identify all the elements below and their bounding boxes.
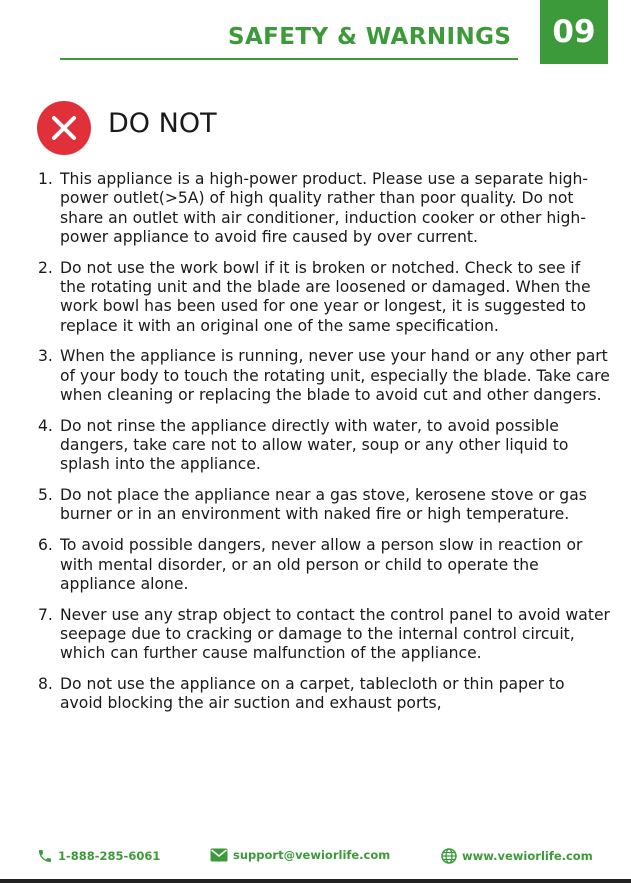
list-item-text: When the appliance is running, never use your hand or any other part of your body to touch the rotating unit, especially the blade. Take care when cleaning or replacing the blade to avoid cut and other dangers. [60, 347, 610, 404]
list-item-text: Do not use the appliance on a carpet, tablecloth or thin paper to avoid blocking the air suction and exhaust ports, [60, 675, 565, 713]
list-item: 7. Never use any strap object to contact the control panel to avoid water seepage due to cracking or damage to the internal control circuit, which can further cause malfunction of the appliance. [38, 605, 610, 663]
footer-phone[interactable] [37, 848, 160, 864]
email-address: support@vewiorlife.com [233, 848, 391, 862]
list-item: 4. Do not rinse the appliance directly with water, to avoid possible dangers, take care not to allow water, soup or any other liquid to splash into the appliance. [38, 416, 569, 474]
phone-number: 1-888-285-6061 [58, 849, 161, 863]
list-item: 5. Do not place the appliance near a gas stove, kerosene stove or gas burner or in an environment with naked fire or high temperature. [38, 486, 587, 524]
header-divider [60, 58, 518, 60]
globe-icon [441, 848, 457, 864]
section-title: DO NOT [108, 108, 217, 139]
list-item-text: To avoid possible dangers, never allow a person slow in reaction or with mental disorder, or an old person or child to operate the appliance alone. [60, 536, 583, 593]
footer-email[interactable] [210, 848, 390, 862]
list-item-text: Do not use the work bowl if it is broken or notched. Check to see if the rotating unit and the blade are loosened or damaged. When the work bowl has been used for one year or longest, it is suggested to replace it with an original one of the same specification. [60, 258, 591, 335]
list-item-text: Do not place the appliance near a gas stove, kerosene stove or gas burner or in an environment with naked fire or high temperature. [60, 486, 587, 524]
website-url: www.vewiorlife.com [462, 849, 593, 863]
header-title: SAFETY & WARNINGS [228, 24, 512, 50]
x-circle-icon [37, 101, 91, 155]
phone-icon [37, 848, 53, 864]
list-item: 8. Do not use the appliance on a carpet, tablecloth or thin paper to avoid blocking the air suction and exhaust ports, [38, 675, 565, 713]
page-footer [0, 846, 631, 868]
bottom-divider [0, 879, 631, 883]
list-item: 1. This appliance is a high-power product. Please use a separate high-power outlet(>5A) of high quality rather than poor quality. Do not share an outlet with air conditioner, induction cooker or other high-power appliance to avoid fire caused by over current. [38, 170, 589, 246]
list-item: 2. Do not use the work bowl if it is broken or notched. Check to see if the rotating unit and the blade are loosened or damaged. When the work bowl has been used for one year or longest, it is suggested to replace it with an original one of the same specification. [38, 258, 591, 335]
list-item-text: Never use any strap object to contact the control panel to avoid water seepage due to cracking or damage to the internal control circuit, which can further cause malfunction of the appliance. [60, 605, 610, 663]
footer-website[interactable] [441, 848, 593, 864]
list-item-text: Do not rinse the appliance directly with water, to avoid possible dangers, take care not to allow water, soup or any other liquid to splash into the appliance. [60, 416, 569, 474]
mail-icon [210, 848, 228, 862]
page-number-badge: 09 [540, 0, 608, 64]
list-item: 6. To avoid possible dangers, never allow a person slow in reaction or with mental disorder, or an old person or child to operate the appliance alone. [38, 536, 583, 593]
list-item: 3. When the appliance is running, never use your hand or any other part of your body to touch the rotating unit, especially the blade. Take care when cleaning or replacing the blade to avoid cut and other dangers. [38, 347, 610, 404]
warning-list [38, 170, 610, 725]
list-item-text: This appliance is a high-power product. Please use a separate high-power outlet(>5A) of high quality rather than poor quality. Do not share an outlet with air conditioner, induction cooker or other high-power appliance to avoid fire caused by over current. [60, 170, 589, 246]
